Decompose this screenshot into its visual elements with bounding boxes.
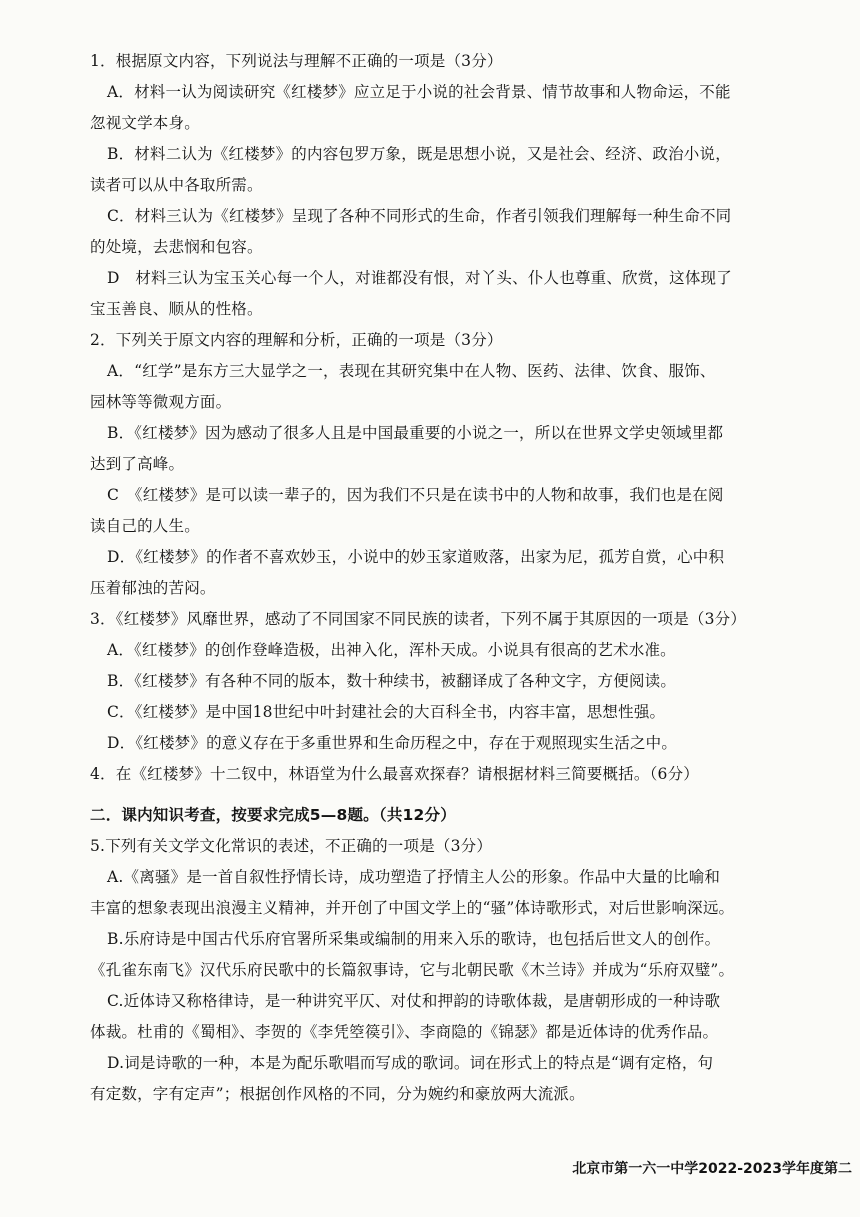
- answer-option: B．材料二认为《红楼梦》的内容包罗万象，既是思想小说，又是社会、经济、政治小说，: [107, 145, 731, 163]
- text-line: 达到了高峰。: [90, 455, 185, 473]
- question-stem: 1．根据原文内容，下列说法与理解不正确的一项是（3分）: [90, 52, 503, 70]
- question-content: [90, 50, 810, 1114]
- text-line: 宝玉善良、顺从的性格。: [90, 300, 263, 318]
- text-line: 丰富的想象表现出浪漫主义精神，并开创了中国文学上的“骚”体诗歌形式，对后世影响深远。: [90, 899, 735, 917]
- answer-option: C．《红楼梦》是中国18世纪中叶封建社会的大百科全书，内容丰富，思想性强。: [107, 703, 666, 721]
- section-heading: 二．课内知识考查，按要求完成5—8题。（共12分）: [90, 806, 456, 824]
- answer-option: D．《红楼梦》的意义存在于多重世界和生命历程之中，存在于观照现实生活之中。: [107, 734, 678, 752]
- text-line: 的处境，去悲悯和包容。: [90, 238, 263, 256]
- question-stem: 3．《红楼梦》风靡世界，感动了不同国家不同民族的读者，下列不属于其原因的一项是（3分）: [90, 610, 747, 628]
- answer-option: C.近体诗又称格律诗，是一种讲究平仄、对仗和押韵的诗歌体裁，是唐朝形成的一种诗歌: [107, 992, 721, 1010]
- answer-option: C 《红楼梦》是可以读一辈子的，因为我们不只是在读书中的人物和故事，我们也是在阅: [107, 486, 724, 504]
- answer-option: D 材料三认为宝玉关心每一个人，对谁都没有恨，对丫头、仆人也尊重、欣赏，这体现了: [107, 269, 732, 287]
- answer-option: A．材料一认为阅读研究《红楼梦》应立足于小说的社会背景、情节故事和人物命运，不能: [107, 83, 731, 101]
- text-line: 压着郁浊的苦闷。: [90, 579, 216, 597]
- question-stem: 4．在《红楼梦》十二钗中，林语堂为什么最喜欢探春？请根据材料三简要概括。（6分）: [90, 765, 699, 783]
- answer-option: D．《红楼梦》的作者不喜欢妙玉，小说中的妙玉家道败落，出家为尼，孤芳自赏，心中积: [107, 548, 725, 566]
- question-stem: 2．下列关于原文内容的理解和分析，正确的一项是（3分）: [90, 331, 503, 349]
- answer-option: A．《红楼梦》的创作登峰造极，出神入化，浑朴天成。小说具有很高的艺术水准。: [107, 641, 676, 659]
- text-line: 读自己的人生。: [90, 517, 200, 535]
- answer-option: C．材料三认为《红楼梦》呈现了各种不同形式的生命，作者引领我们理解每一种生命不同: [107, 207, 732, 225]
- answer-option: B.乐府诗是中国古代乐府官署所采集或编制的用来入乐的歌诗，也包括后世文人的创作。: [107, 930, 721, 948]
- text-line: 读者可以从中各取所需。: [90, 176, 263, 194]
- text-line: 园林等等微观方面。: [90, 393, 232, 411]
- answer-option: D.词是诗歌的一种，本是为配乐歌唱而写成的歌词。词在形式上的特点是“调有定格，句: [107, 1054, 714, 1072]
- question-stem: 5.下列有关文学文化常识的表述，不正确的一项是（3分）: [90, 837, 493, 855]
- answer-option: A．“红学”是东方三大显学之一，表现在其研究集中在人物、医药、法律、饮食、服饰、: [107, 362, 716, 380]
- answer-option: B．《红楼梦》有各种不同的版本，数十种续书，被翻译成了各种文字，方便阅读。: [107, 672, 677, 690]
- answer-option: B．《红楼梦》因为感动了很多人且是中国最重要的小说之一，所以在世界文学史领域里都: [107, 424, 724, 442]
- answer-option: A.《离骚》是一首自叙性抒情长诗，成功塑造了抒情主人公的形象。作品中大量的比喻和: [107, 868, 721, 886]
- text-line: 体裁。杜甫的《蜀相》、李贺的《李凭箜篌引》、李商隐的《锦瑟》都是近体诗的优秀作品。: [90, 1023, 719, 1041]
- page-footer: 北京市第一六一中学2022-2023学年度第二: [572, 1161, 852, 1177]
- text-line: 《孔雀东南飞》汉代乐府民歌中的长篇叙事诗，它与北朝民歌《木兰诗》并成为“乐府双璧”。: [90, 961, 735, 979]
- text-line: 忽视文学本身。: [90, 114, 200, 132]
- text-line: 有定数，字有定声”；根据创作风格的不同，分为婉约和豪放两大流派。: [90, 1085, 585, 1103]
